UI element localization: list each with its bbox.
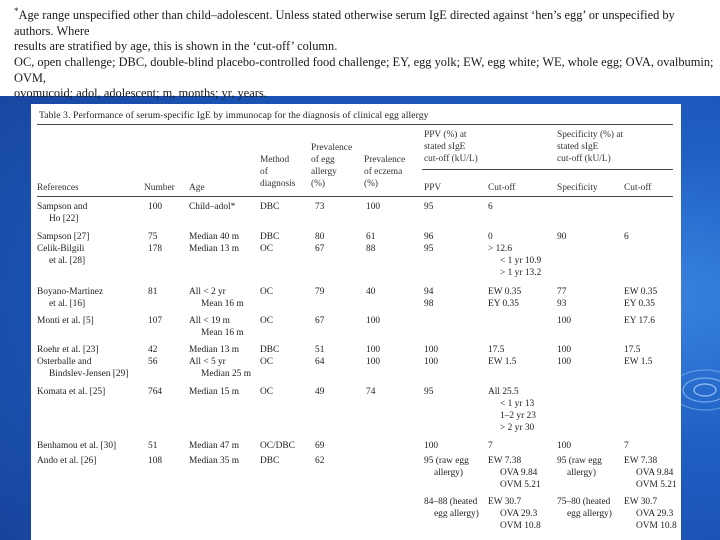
ref-cell: Boyano-Martinez [37, 287, 104, 297]
prevalence-egg-cell: 62 [315, 456, 325, 466]
method-cell: DBC [260, 202, 280, 212]
ppv-header: PPV [424, 183, 442, 193]
header-line: diagnosis [260, 179, 296, 189]
ppv-group-header [424, 129, 478, 165]
ppv-cell: 96 [424, 232, 434, 242]
specificity-cell: 93 [557, 299, 567, 309]
cutoff-ppv-header: Cut-off [488, 183, 516, 193]
cutoff-spec-cell: OVA 29.3 [636, 509, 674, 519]
method-cell: OC [260, 387, 274, 397]
cutoff-spec-cell: OVM 5.21 [636, 480, 677, 490]
number-cell: 100 [148, 202, 163, 212]
cutoff-ppv-cell: EW 1.5 [488, 357, 517, 367]
age-cell: Median 13 m [189, 244, 239, 254]
number-cell: 108 [148, 456, 163, 466]
number-cell: 81 [148, 287, 158, 297]
cutoff-spec-cell: EW 7.38 [624, 456, 658, 466]
header-line: Prevalence [311, 143, 353, 153]
cutoff-spec-header: Cut-off [624, 183, 652, 193]
specificity-cell: 100 [557, 316, 572, 326]
prevalence-egg-cell: 51 [315, 345, 325, 355]
cutoff-spec-cell: EW 30.7 [624, 497, 658, 507]
number-cell: 42 [148, 345, 158, 355]
ppv-cell: 100 [424, 345, 439, 355]
ref-cell: et al. [28] [49, 256, 86, 266]
header-line: of egg [311, 155, 335, 165]
header-line: stated sIgE [557, 142, 599, 152]
spec-group-rule [555, 169, 673, 170]
prevalence-eczema-cell: 61 [366, 232, 376, 242]
age-cell: All < 2 yr [189, 287, 226, 297]
prevalence-eczema-cell: 100 [366, 345, 381, 355]
cutoff-ppv-cell: OVA 29.3 [500, 509, 538, 519]
top-rule [37, 124, 673, 125]
ppv-cell: 100 [424, 441, 439, 451]
age-cell: All < 19 m [189, 316, 230, 326]
cutoff-spec-cell: 6 [624, 232, 629, 242]
table-caption: Table 3. Performance of serum-specific IgE by immunocap for the diagnosis of clinical egg allergy [39, 110, 429, 121]
ref-cell: Komata et al. [25] [37, 387, 106, 397]
cutoff-ppv-cell: OVA 9.84 [500, 468, 538, 478]
cutoff-ppv-cell: < 1 yr 10.9 [500, 256, 542, 266]
method-cell: OC [260, 316, 274, 326]
cutoff-ppv-cell: 1–2 yr 23 [500, 411, 536, 421]
cutoff-spec-cell: 7 [624, 441, 629, 451]
method-cell: OC/DBC [260, 441, 295, 451]
ppv-cell: egg allergy) [434, 509, 479, 519]
prevalence-eczema-header [364, 154, 405, 190]
prevalence-eczema-cell: 100 [366, 357, 381, 367]
cutoff-spec-cell: EW 1.5 [624, 357, 653, 367]
number-cell: 107 [148, 316, 163, 326]
header-line: (%) [364, 179, 379, 189]
number-cell: 764 [148, 387, 163, 397]
specificity-cell: egg allergy) [567, 509, 612, 519]
cutoff-ppv-cell: 0 [488, 232, 493, 242]
header-line: stated sIgE [424, 142, 466, 152]
cutoff-ppv-cell: All 25.5 [488, 387, 519, 397]
ref-cell: Bindslev-Jensen [29] [49, 369, 129, 379]
ppv-cell: 94 [424, 287, 434, 297]
prevalence-egg-header [311, 142, 352, 190]
ref-cell: Sampson and [37, 202, 88, 212]
cutoff-ppv-cell: 7 [488, 441, 493, 451]
prevalence-eczema-cell: 40 [366, 287, 376, 297]
cutoff-ppv-cell: OVM 10.8 [500, 521, 541, 531]
method-cell: OC [260, 244, 274, 254]
ref-cell: Celik-Bilgili [37, 244, 85, 254]
header-line: PPV (%) at [424, 130, 467, 140]
number-cell: 75 [148, 232, 158, 242]
number-cell: 56 [148, 357, 158, 367]
specificity-cell: allergy) [567, 468, 596, 478]
references-header: References [37, 183, 79, 193]
header-line: allergy [311, 167, 337, 177]
age-cell: Mean 16 m [201, 299, 244, 309]
ppv-cell: 95 (raw egg [424, 456, 469, 466]
age-cell: Median 47 m [189, 441, 239, 451]
header-line: Method [260, 155, 290, 165]
ref-cell: et al. [16] [49, 299, 86, 309]
specificity-cell: 75–80 (heated [557, 497, 611, 507]
number-cell: 178 [148, 244, 163, 254]
cutoff-ppv-cell: 6 [488, 202, 493, 212]
specificity-group-header [557, 129, 623, 165]
ref-cell: Ho [22] [49, 214, 79, 224]
prevalence-egg-cell: 79 [315, 287, 325, 297]
header-line: cut-off (kU/L) [557, 154, 611, 164]
footnote-panel [0, 0, 720, 101]
cutoff-ppv-cell: EW 0.35 [488, 287, 522, 297]
method-cell: DBC [260, 345, 280, 355]
age-cell: Median 25 m [201, 369, 251, 379]
age-cell: Mean 16 m [201, 328, 244, 338]
ppv-cell: 98 [424, 299, 434, 309]
table-document [31, 104, 681, 540]
prevalence-eczema-cell: 88 [366, 244, 376, 254]
cutoff-ppv-cell: EW 30.7 [488, 497, 522, 507]
age-cell: All < 5 yr [189, 357, 226, 367]
header-line: cut-off (kU/L) [424, 154, 478, 164]
prevalence-eczema-cell: 100 [366, 316, 381, 326]
age-header: Age [189, 183, 205, 193]
age-cell: Child–adol* [189, 202, 236, 212]
header-line: Specificity (%) at [557, 130, 624, 140]
prevalence-eczema-cell: 74 [366, 387, 376, 397]
prevalence-egg-cell: 49 [315, 387, 325, 397]
footnote-line: ovomucoid; adol, adolescent; m, months; yr, years. [14, 86, 267, 101]
header-line: (%) [311, 179, 326, 189]
prevalence-egg-cell: 80 [315, 232, 325, 242]
specificity-cell: 77 [557, 287, 567, 297]
cutoff-ppv-cell: < 1 yr 13 [500, 399, 535, 409]
specificity-header: Specificity [557, 183, 598, 193]
cutoff-ppv-cell: > 2 yr 30 [500, 423, 535, 433]
ref-cell: Sampson [27] [37, 232, 90, 242]
prevalence-egg-cell: 64 [315, 357, 325, 367]
footnote-marker: * [14, 6, 19, 16]
ref-cell: Monti et al. [5] [37, 316, 94, 326]
specificity-cell: 100 [557, 441, 572, 451]
footnote-line [14, 4, 714, 39]
cutoff-spec-cell: EY 17.6 [624, 316, 655, 326]
ref-cell: Osterballe and [37, 357, 92, 367]
prevalence-egg-cell: 67 [315, 244, 325, 254]
cutoff-spec-cell: 17.5 [624, 345, 641, 355]
ref-cell: Benhamou et al. [30] [37, 441, 117, 451]
footnote-text: Age range unspecified other than child–adolescent. Unless stated otherwise serum IgE directed against ‘hen’s egg’ or unspecified by authors. Where [14, 8, 675, 38]
footnote-line: results are stratified by age, this is shown in the ‘cut-off’ column. [14, 39, 338, 54]
cutoff-ppv-cell: EY 0.35 [488, 299, 519, 309]
ppv-group-rule [422, 169, 555, 170]
method-cell: DBC [260, 456, 280, 466]
ppv-cell: 100 [424, 357, 439, 367]
ppv-cell: allergy) [434, 468, 463, 478]
cutoff-ppv-cell: > 12.6 [488, 244, 513, 254]
specificity-cell: 95 (raw egg [557, 456, 602, 466]
method-header [260, 154, 295, 190]
cutoff-spec-cell: OVM 10.8 [636, 521, 677, 531]
method-cell: OC [260, 357, 274, 367]
age-cell: Median 13 m [189, 345, 239, 355]
age-cell: Median 15 m [189, 387, 239, 397]
cutoff-spec-cell: EW 0.35 [624, 287, 658, 297]
ppv-cell: 95 [424, 387, 434, 397]
cutoff-spec-cell: EY 0.35 [624, 299, 655, 309]
prevalence-eczema-cell: 100 [366, 202, 381, 212]
header-line: of [260, 167, 268, 177]
ppv-cell: 84–88 (heated [424, 497, 478, 507]
cutoff-ppv-cell: OVM 5.21 [500, 480, 541, 490]
prevalence-egg-cell: 73 [315, 202, 325, 212]
ref-cell: Roehr et al. [23] [37, 345, 99, 355]
ref-cell: Ando et al. [26] [37, 456, 97, 466]
cutoff-spec-cell: OVA 9.84 [636, 468, 674, 478]
age-cell: Median 35 m [189, 456, 239, 466]
footnote-line: OC, open challenge; DBC, double-blind placebo-controlled food challenge; EY, egg yolk; EW, egg white; WE, whole egg; OVA, ovalbumin; OVM, [14, 54, 714, 85]
header-rule [37, 196, 673, 197]
age-cell: Median 40 m [189, 232, 239, 242]
ppv-cell: 95 [424, 244, 434, 254]
method-cell: DBC [260, 232, 280, 242]
cutoff-ppv-cell: > 1 yr 13.2 [500, 268, 542, 278]
specificity-cell: 90 [557, 232, 567, 242]
number-header: Number [144, 183, 175, 193]
prevalence-egg-cell: 67 [315, 316, 325, 326]
header-line: of eczema [364, 167, 403, 177]
cutoff-ppv-cell: EW 7.38 [488, 456, 522, 466]
specificity-cell: 100 [557, 345, 572, 355]
prevalence-egg-cell: 69 [315, 441, 325, 451]
number-cell: 51 [148, 441, 158, 451]
ppv-cell: 95 [424, 202, 434, 212]
specificity-cell: 100 [557, 357, 572, 367]
header-line: Prevalence [364, 155, 406, 165]
method-cell: OC [260, 287, 274, 297]
cutoff-ppv-cell: 17.5 [488, 345, 505, 355]
